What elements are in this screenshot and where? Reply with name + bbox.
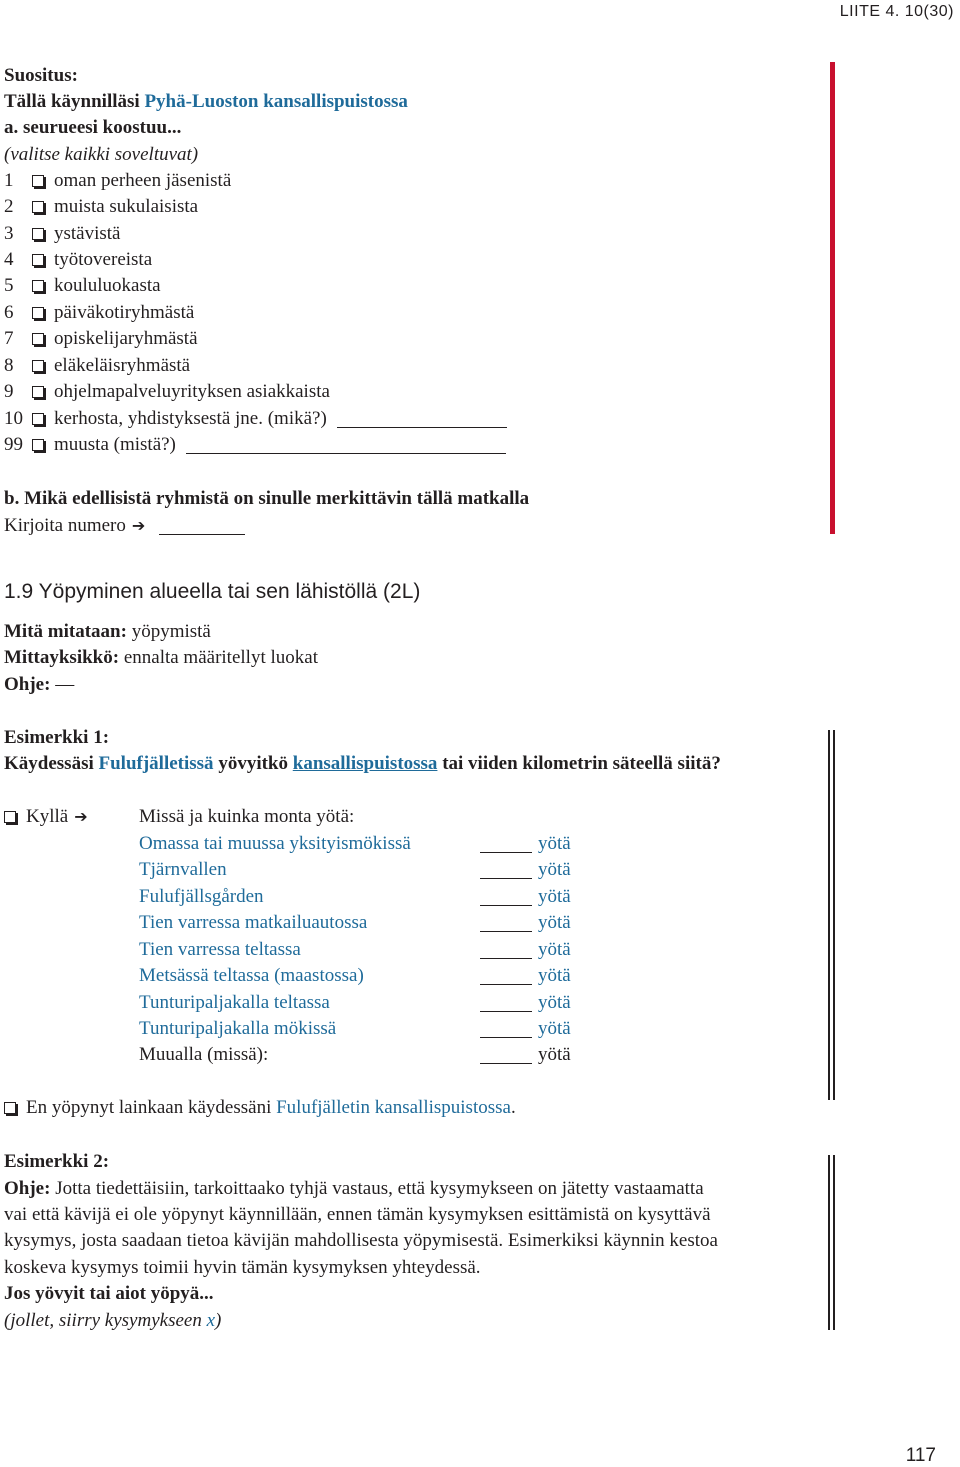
club-text-field[interactable] bbox=[337, 409, 507, 428]
question-a-hint: (valitse kaikki soveltuvat) bbox=[4, 144, 199, 165]
example2-margin-bar-2 bbox=[833, 1155, 835, 1330]
example1-margin-bar-2 bbox=[833, 730, 835, 1100]
place-label: Tien varressa teltassa bbox=[139, 939, 301, 960]
place-label: Fulufjällsgården bbox=[139, 886, 264, 907]
checkbox[interactable] bbox=[32, 333, 44, 345]
option-9[interactable]: 9 ohjelmapalveluyrityksen asiakkaista bbox=[4, 381, 330, 402]
number-field[interactable] bbox=[159, 516, 245, 535]
question-a: a. seurueesi koostuu... bbox=[4, 117, 182, 138]
checkbox[interactable] bbox=[32, 307, 44, 319]
example1-margin-bar bbox=[828, 730, 830, 1100]
nights-field[interactable]: yötä bbox=[480, 884, 571, 910]
arrow-right-icon: ➔ bbox=[131, 516, 146, 535]
example2-ohje-line: kysymys, josta saadaan tietoa kävijän mahdollisesta yöpymisestä. Esimerkiksi käynnin kestoa bbox=[4, 1230, 718, 1251]
checkbox[interactable] bbox=[4, 811, 16, 823]
fulufjallet-link[interactable]: Fulufjälletissä bbox=[98, 753, 214, 774]
park-link[interactable]: Pyhä-Luoston kansallispuistossa bbox=[144, 91, 408, 112]
page-label: LIITE 4. 10(30) bbox=[839, 3, 954, 20]
option-10[interactable]: 10 kerhosta, yhdistyksestä jne. (mikä?) bbox=[4, 406, 507, 432]
option-7[interactable]: 7 opiskelijaryhmästä bbox=[4, 328, 198, 349]
checkbox[interactable] bbox=[32, 360, 44, 372]
page-number: 117 bbox=[905, 1445, 936, 1466]
nights-field[interactable]: yötä bbox=[480, 1042, 571, 1068]
place-label: Tien varressa matkailuautossa bbox=[139, 912, 368, 933]
where-heading: Missä ja kuinka monta yötä: bbox=[139, 806, 355, 827]
option-4[interactable]: 4 työtovereista bbox=[4, 249, 153, 270]
nights-field[interactable]: yötä bbox=[480, 1016, 571, 1042]
example2-ohje-line: koskeva kysymys toimii hyvin tämän kysymyksen yhteydessä. bbox=[4, 1257, 481, 1278]
arrow-right-icon: ➔ bbox=[74, 807, 88, 826]
checkbox[interactable] bbox=[32, 439, 44, 451]
example2-skip: (jollet, siirry kysymykseen x) bbox=[4, 1310, 222, 1331]
checkbox[interactable] bbox=[32, 280, 44, 292]
option-2[interactable]: 2 muista sukulaisista bbox=[4, 196, 199, 217]
example2-ohje-line: vai että kävijä ei ole yöpynyt käynnillään, ennen tämän kysymyksen esittämistä on kysyttävä bbox=[4, 1204, 711, 1225]
recommendation-margin-bar bbox=[830, 62, 835, 534]
place-label: Tjärnvallen bbox=[139, 859, 227, 880]
nights-field[interactable]: yötä bbox=[480, 857, 571, 883]
option-5[interactable]: 5 koululuokasta bbox=[4, 275, 161, 296]
fulufjallet-park-link[interactable]: Fulufjälletin kansallispuistossa bbox=[276, 1097, 511, 1118]
option-99[interactable]: 99 muusta (mistä?) bbox=[4, 432, 506, 458]
place-label: Tunturipaljakalla teltassa bbox=[139, 992, 330, 1013]
example2-ohje-line: Ohje: Jotta tiedettäisiin, tarkoittaako tyhjä vastaus, että kysymykseen on jätetty vastaamatta bbox=[4, 1178, 704, 1199]
skip-link[interactable]: x bbox=[206, 1310, 216, 1331]
question-b: b. Mikä edellisistä ryhmistä on sinulle merkittävin tällä matkalla bbox=[4, 488, 530, 509]
write-number-row[interactable]: Kirjoita numero ➔ bbox=[4, 513, 245, 539]
place-label: Muualla (missä): bbox=[139, 1044, 269, 1065]
option-6[interactable]: 6 päiväkotiryhmästä bbox=[4, 302, 195, 323]
option-1[interactable]: 1 oman perheen jäsenistä bbox=[4, 170, 232, 191]
checkbox[interactable] bbox=[32, 175, 44, 187]
example1-heading: Esimerkki 1: bbox=[4, 727, 110, 748]
example2-heading: Esimerkki 2: bbox=[4, 1151, 110, 1172]
place-label: Omassa tai muussa yksityismökissä bbox=[139, 833, 411, 854]
nights-field[interactable]: yötä bbox=[480, 910, 571, 936]
section-title: 1.9 Yöpyminen alueella tai sen lähistöllä (2L) bbox=[4, 580, 421, 603]
checkbox[interactable] bbox=[32, 386, 44, 398]
example2-question: Jos yövyit tai aiot yöpyä... bbox=[4, 1283, 214, 1304]
suositus-heading: Suositus: bbox=[4, 65, 78, 86]
unit-row: Mittayksikkö: ennalta määritellyt luokat bbox=[4, 647, 318, 668]
checkbox[interactable] bbox=[32, 254, 44, 266]
suositus-line1: Tällä käynnilläsi Pyhä-Luoston kansallispuistossa bbox=[4, 91, 408, 112]
nights-field[interactable]: yötä bbox=[480, 937, 571, 963]
nights-field[interactable]: yötä bbox=[480, 831, 571, 857]
ohje-row: Ohje: — bbox=[4, 674, 75, 695]
no-option[interactable]: En yöpynyt lainkaan käydessäni Fulufjälletin kansallispuistossa. bbox=[4, 1095, 516, 1121]
option-3[interactable]: 3 ystävistä bbox=[4, 223, 121, 244]
example1-question: Käydessäsi Fulufjälletissä yövyitkö kansallispuistossa tai viiden kilometrin säteellä siitä? bbox=[4, 753, 721, 774]
checkbox[interactable] bbox=[4, 1102, 16, 1114]
checkbox[interactable] bbox=[32, 413, 44, 425]
nights-field[interactable]: yötä bbox=[480, 963, 571, 989]
place-label: Metsässä teltassa (maastossa) bbox=[139, 965, 364, 986]
checkbox[interactable] bbox=[32, 228, 44, 240]
yes-option[interactable]: Kyllä ➔ bbox=[4, 804, 88, 830]
other-text-field[interactable] bbox=[186, 435, 506, 454]
example2-margin-bar bbox=[828, 1155, 830, 1330]
nights-field[interactable]: yötä bbox=[480, 990, 571, 1016]
place-label: Tunturipaljakalla mökissä bbox=[139, 1018, 337, 1039]
measured-row: Mitä mitataan: yöpymistä bbox=[4, 621, 211, 642]
checkbox[interactable] bbox=[32, 201, 44, 213]
option-8[interactable]: 8 eläkeläisryhmästä bbox=[4, 355, 191, 376]
national-park-link[interactable]: kansallispuistossa bbox=[292, 753, 438, 774]
